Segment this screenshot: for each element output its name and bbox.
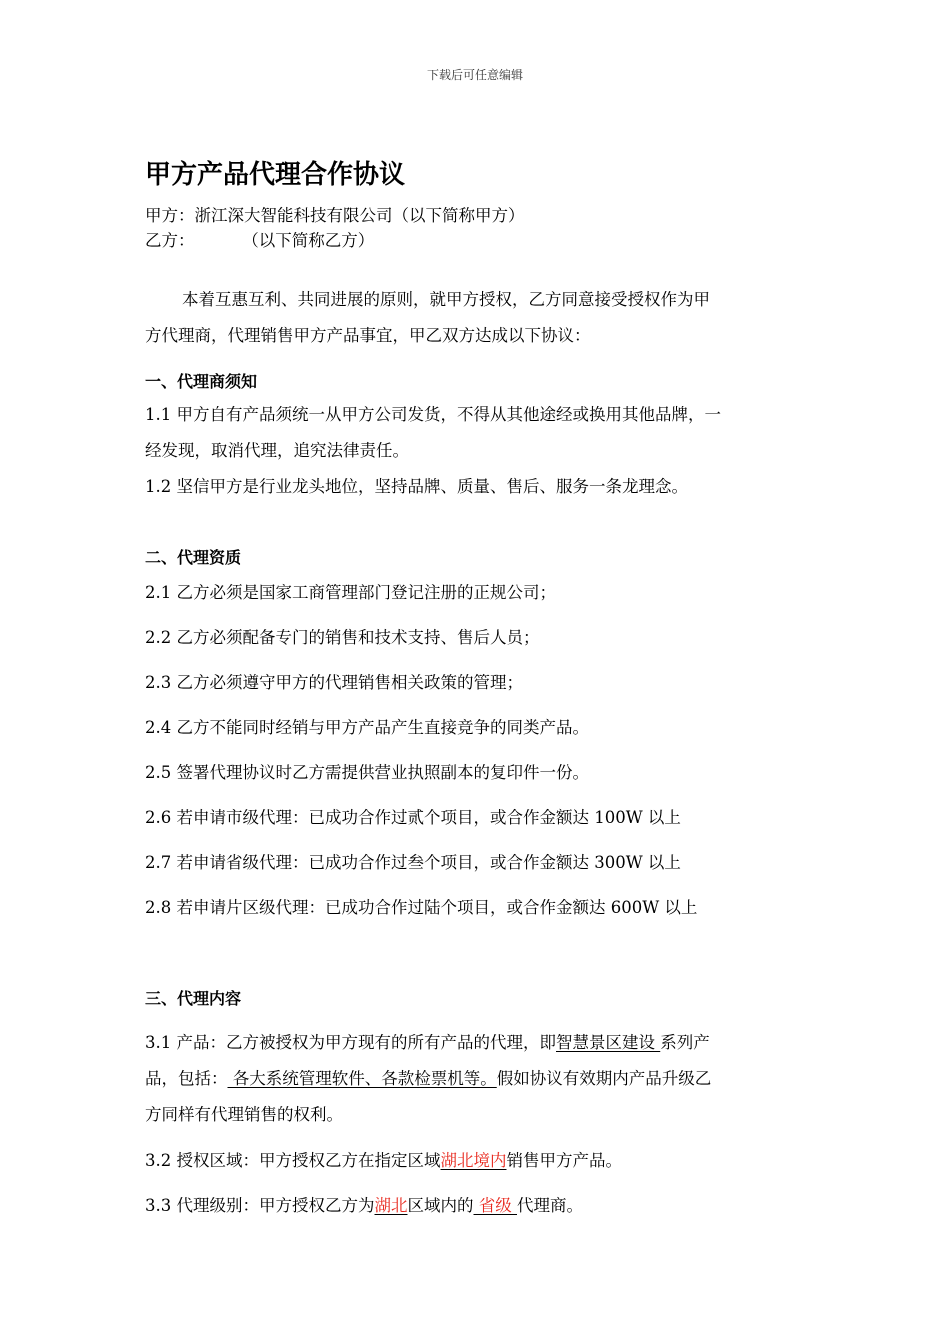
- item-2-3: 2.3 乙方必须遵守甲方的代理销售相关政策的管理；: [145, 673, 523, 692]
- item-2-1: 2.1 乙方必须是国家工商管理部门登记注册的正规公司；: [145, 583, 556, 602]
- party-a-line: 甲方：浙江深大智能科技有限公司（以下简称甲方）: [145, 206, 525, 225]
- item-2-4: 2.4 乙方不能同时经销与甲方产品产生直接竞争的同类产品。: [145, 718, 589, 737]
- party-b-line: [145, 227, 374, 251]
- item-3-1-suffix: 系列产: [660, 1033, 710, 1052]
- document-title: 甲方产品代理合作协议: [145, 160, 406, 190]
- item-1-2: 1.2 坚信甲方是行业龙头地位，坚持品牌、质量、售后、服务一条龙理念。: [145, 477, 688, 496]
- item-2-8: 2.8 若申请片区级代理：已成功合作过陆个项目，或合作金额达 600W 以上: [145, 898, 698, 917]
- intro-line-2: 方代理商，代理销售甲方产品事宜，甲乙双方达成以下协议：: [145, 326, 591, 345]
- item-3-2-prefix: 3.2 授权区域：甲方授权乙方在指定区域: [145, 1151, 441, 1170]
- item-2-2: 2.2 乙方必须配备专门的销售和技术支持、售后人员；: [145, 628, 540, 647]
- item-1-1-line-1: 1.1 甲方自有产品须统一从甲方公司发货，不得从其他途经或换用其他品牌，一: [145, 405, 721, 424]
- item-3-2-suffix: 销售甲方产品。: [506, 1151, 622, 1170]
- agent-level-field: 省级: [473, 1196, 517, 1215]
- product-series-field: 智慧景区建设: [556, 1033, 661, 1052]
- item-3-1-line-2: [145, 1065, 711, 1089]
- party-b-label: 乙方：: [145, 231, 195, 250]
- item-3-1-line2-prefix: 品，包括：: [145, 1069, 228, 1088]
- item-3-2: [145, 1147, 622, 1171]
- region-field: 湖北境内: [440, 1151, 507, 1170]
- item-3-1-line2-suffix: 假如协议有效期内产品升级乙: [496, 1069, 712, 1088]
- item-1-1-line-2: 经发现，取消代理，追究法律责任。: [145, 441, 409, 460]
- intro-line-1: 本着互惠互利、共同进展的原则，就甲方授权，乙方同意接受授权作为甲: [182, 290, 710, 309]
- item-3-1-line-1: [145, 1029, 710, 1053]
- item-3-3-middle: 区域内的: [407, 1196, 474, 1215]
- section-3-heading: 三、代理内容: [145, 989, 242, 1008]
- region-name-field: 湖北: [374, 1196, 408, 1215]
- item-2-6: 2.6 若申请市级代理：已成功合作过贰个项目，或合作金额达 100W 以上: [145, 808, 681, 827]
- item-3-3-suffix: 代理商。: [517, 1196, 583, 1215]
- item-2-7: 2.7 若申请省级代理：已成功合作过叁个项目，或合作金额达 300W 以上: [145, 853, 681, 872]
- section-2-heading: 二、代理资质: [145, 548, 242, 567]
- item-3-1-line-3: 方同样有代理销售的权利。: [145, 1105, 343, 1124]
- item-3-3-prefix: 3.3 代理级别：甲方授权乙方为: [145, 1196, 375, 1215]
- party-b-note: （以下简称乙方）: [250, 231, 375, 250]
- item-2-5: 2.5 签署代理协议时乙方需提供营业执照副本的复印件一份。: [145, 763, 589, 782]
- section-1-heading: 一、代理商须知: [145, 372, 258, 391]
- products-field: 各大系统管理软件、各款检票机等。: [227, 1069, 497, 1088]
- item-3-1-prefix: 3.1 产品：乙方被授权为甲方现有的所有产品的代理，即: [145, 1033, 556, 1052]
- header-note: 下载后可任意编辑: [426, 68, 523, 82]
- item-3-3: [145, 1192, 583, 1216]
